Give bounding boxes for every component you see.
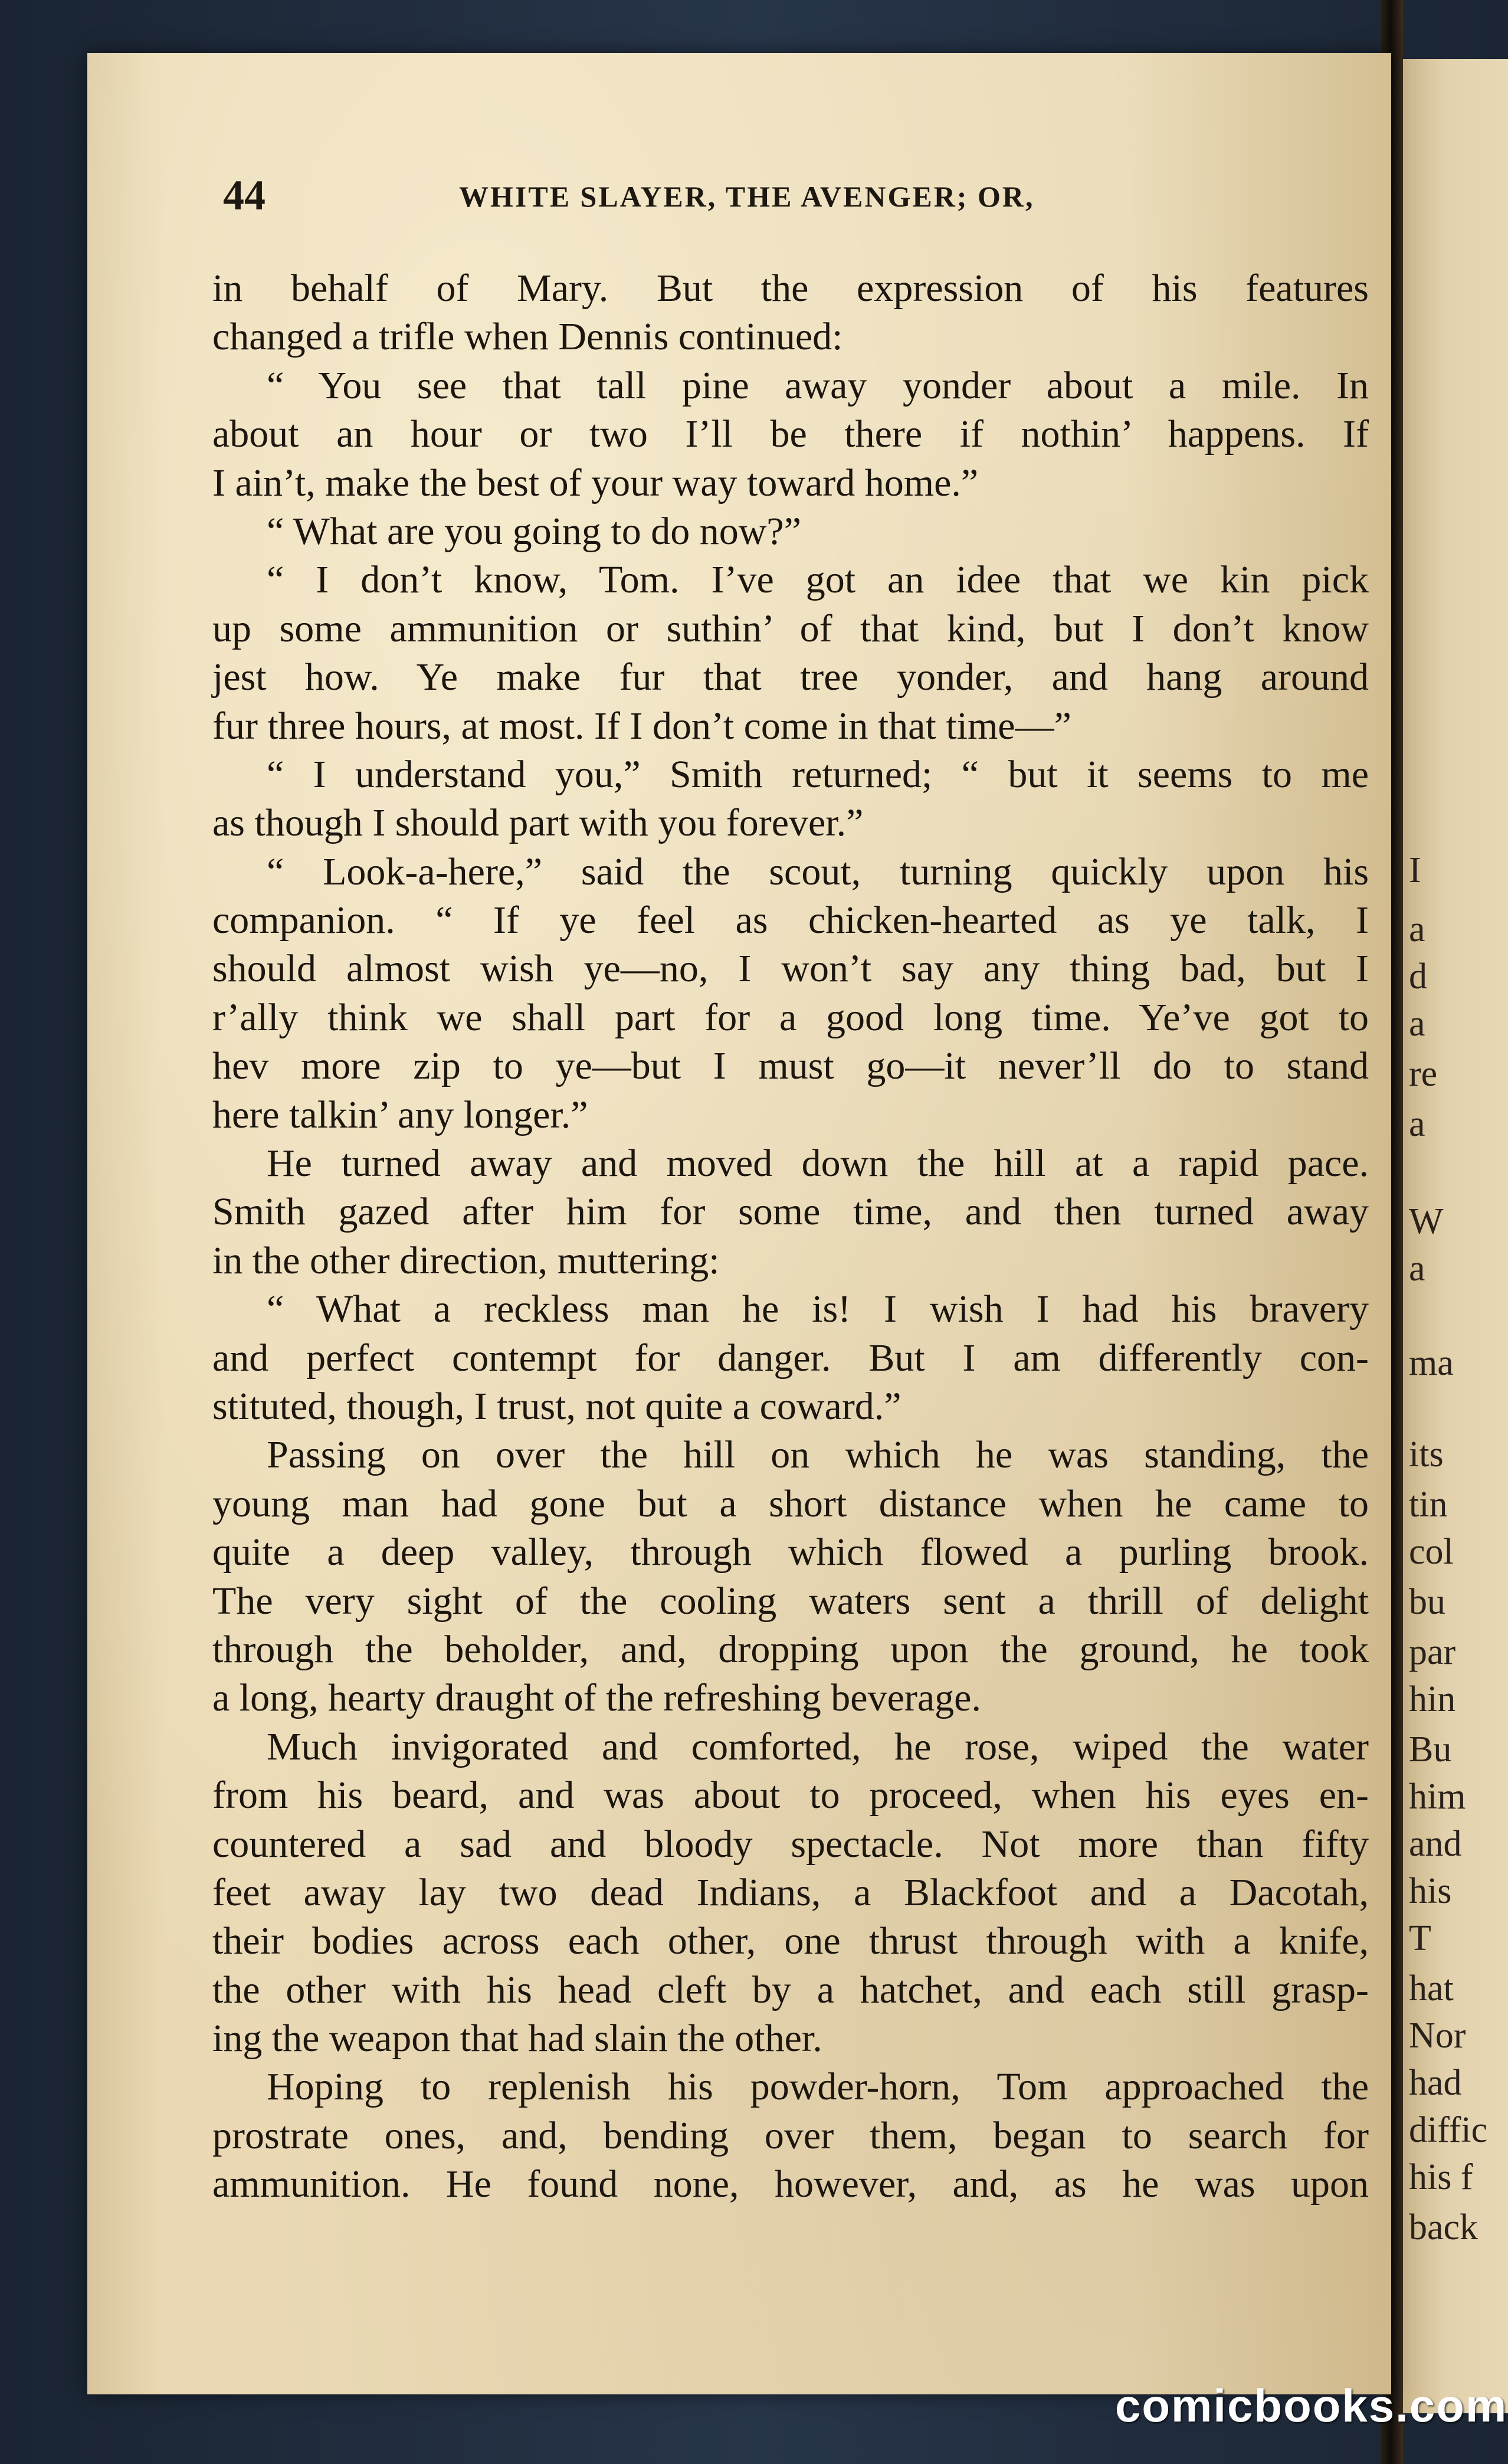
text-line: here talkin’ any longer.” (212, 1093, 588, 1136)
text-line: from his beard, and was about to proceed, when his eyes en- (212, 1774, 1369, 1817)
text-line: the other with his head cleft by a hatchet, and each still grasp- (212, 1968, 1369, 2011)
text-line: in the other direction, muttering: (212, 1238, 720, 1282)
text-line: “ I don’t know, Tom. I’ve got an idee that we kin pick (267, 558, 1369, 602)
page-number: 44 (223, 172, 265, 219)
text-line: r’ally think we shall part for a good long time. Ye’ve got to (212, 995, 1369, 1039)
text-line: their bodies across each other, one thrust through with a knife, (212, 1919, 1369, 1963)
text-line: a long, hearty draught of the refreshing beverage. (212, 1676, 981, 1720)
text-line: fur three hours, at most. If I don’t come in that time—” (212, 704, 1071, 748)
adjacent-fragment: Bu (1409, 1729, 1452, 1770)
text-line: “ I understand you,” Smith returned; “ but it seems to me (267, 752, 1369, 796)
adjacent-fragment: col (1409, 1532, 1454, 1572)
text-line: ing the weapon that had slain the other. (212, 2017, 822, 2060)
adjacent-fragment: hat (1409, 1968, 1454, 2008)
text-line: changed a trifle when Dennis continued: (212, 315, 843, 359)
adjacent-fragment: back (1409, 2207, 1479, 2247)
body-text (212, 264, 1369, 2209)
adjacent-fragment: par (1409, 1632, 1456, 1672)
text-line: hev more zip to ye—but I must go—it never’ll do to stand (212, 1044, 1369, 1088)
text-line: young man had gone but a short distance when he came to (212, 1482, 1369, 1525)
text-line: countered a sad and bloody spectacle. Not more than fifty (212, 1822, 1369, 1866)
adjacent-fragment: tin (1409, 1485, 1448, 1525)
watermark: comicbooks.com (1115, 2380, 1508, 2432)
text-line: The very sight of the cooling waters sent a thrill of delight (212, 1579, 1369, 1623)
text-line: feet away lay two dead Indians, a Blackfoot and a Dacotah, (212, 1870, 1369, 1914)
adjacent-fragment: T (1409, 1918, 1431, 1958)
adjacent-fragment: W (1409, 1201, 1444, 1241)
adjacent-fragment: I (1409, 850, 1421, 890)
text-line: in behalf of Mary. But the expression of his features (212, 267, 1369, 310)
adjacent-fragment: diffic (1409, 2110, 1488, 2150)
text-line: up some ammunition or suthin’ of that kind, but I don’t know (212, 607, 1369, 650)
text-line: companion. “ If ye feel as chicken-hearted as ye talk, I (212, 899, 1369, 942)
adjacent-fragment: re (1409, 1054, 1438, 1094)
text-line: and perfect contempt for danger. But I am differently con- (212, 1336, 1369, 1380)
adjacent-fragment: hin (1409, 1679, 1456, 1719)
text-line: stituted, though, I trust, not quite a coward.” (212, 1384, 901, 1428)
adjacent-fragment: a (1409, 1004, 1425, 1044)
text-line: I ain’t, make the best of your way toward home.” (212, 461, 979, 504)
text-line: ammunition. He found none, however, and, as he was upon (212, 2162, 1369, 2206)
adjacent-fragment: Nor (1409, 2016, 1466, 2056)
adjacent-fragment: a (1409, 1104, 1425, 1144)
text-line: Hoping to replenish his powder-horn, Tom approached the (267, 2065, 1369, 2109)
adjacent-fragment: bu (1409, 1582, 1445, 1622)
text-line: as though I should part with you forever.” (212, 801, 864, 845)
adjacent-fragment: its (1409, 1434, 1444, 1475)
text-line: “ You see that tall pine away yonder about a mile. In (267, 363, 1369, 407)
adjacent-fragment: his (1409, 1871, 1452, 1911)
text-line: Smith gazed after him for some time, and then turned away (212, 1190, 1369, 1234)
page-header (223, 171, 1362, 224)
adjacent-fragment: a (1409, 909, 1425, 949)
adjacent-fragment: him (1409, 1777, 1466, 1817)
adjacent-fragment: his f (1409, 2157, 1473, 2197)
adjacent-fragment: and (1409, 1824, 1462, 1864)
adjacent-page-edge (1403, 59, 1508, 2413)
text-line: prostrate ones, and, bending over them, began to search for (212, 2114, 1369, 2157)
adjacent-fragment: a (1409, 1249, 1425, 1289)
adjacent-fragment: d (1409, 956, 1427, 997)
adjacent-fragment: had (1409, 2063, 1462, 2103)
text-line: “ What a reckless man he is! I wish I had his bravery (267, 1287, 1369, 1331)
text-line: Much invigorated and comforted, he rose, wiped the water (267, 1725, 1369, 1768)
text-line: through the beholder, and, dropping upon the ground, he took (212, 1627, 1369, 1671)
text-line: He turned away and moved down the hill at a rapid pace. (267, 1142, 1369, 1185)
text-line: quite a deep valley, through which flowed a purling brook. (212, 1531, 1369, 1574)
running-head: WHITE SLAYER, THE AVENGER; OR, (459, 180, 1035, 213)
text-line: jest how. Ye make fur that tree yonder, and hang around (212, 656, 1369, 699)
text-line: “ What are you going to do now?” (267, 509, 802, 553)
text-line: “ Look-a-here,” said the scout, turning quickly upon his (267, 850, 1369, 893)
adjacent-fragment: ma (1409, 1343, 1454, 1383)
text-line: should almost wish ye—no, I won’t say any thing bad, but I (212, 947, 1369, 991)
text-line: about an hour or two I’ll be there if nothin’ happens. If (212, 412, 1369, 456)
text-line: Passing on over the hill on which he was standing, the (267, 1433, 1369, 1477)
